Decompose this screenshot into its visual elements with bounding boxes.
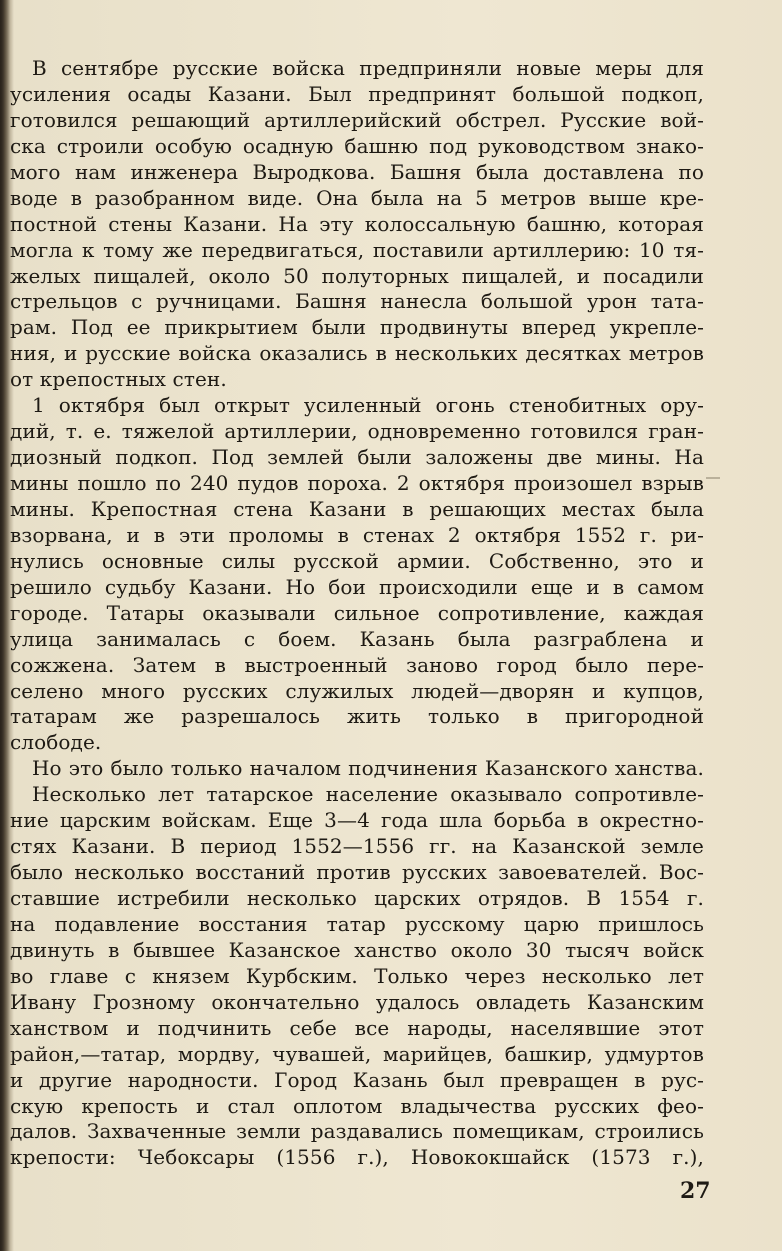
text-line: стях Казани. В период 1552—1556 гг. на Казанской земле: [10, 834, 704, 859]
text-line: Ивану Грозному окончательно удалось овладеть Казанским: [10, 989, 704, 1014]
text-line: было несколько восстаний против русских завоевателей. Вос-: [10, 860, 704, 885]
text-line: усиления осады Казани. Был предпринят большой подкоп,: [10, 81, 704, 106]
text-line: диозный подкоп. Под землей были заложены две мины. На: [10, 445, 704, 470]
text-line: ния, и русские войска оказались в нескольких десятках метров: [10, 341, 704, 366]
text-line: ние царским войскам. Еще 3—4 года шла борьба в окрестно-: [10, 808, 704, 833]
text-line: от крепостных стен.: [10, 367, 227, 392]
text-line: мого нам инженера Выродкова. Башня была доставлена по: [10, 159, 704, 184]
text-line: рам. Под ее прикрытием были продвинуты вперед укрепле-: [10, 315, 704, 340]
text-line: во главе с князем Курбским. Только через несколько лет: [10, 963, 704, 988]
text-line: на подавление восстания татар русскому царю пришлось: [10, 911, 704, 936]
text-line: далов. Захваченные земли раздавались помещикам, строились: [10, 1119, 704, 1144]
text-line: улица занималась с боем. Казань была разграблена и: [10, 626, 704, 651]
text-line: Но это было только началом подчинения Казанского ханства.: [32, 756, 704, 781]
text-line: могла к тому же передвигаться, поставили артиллерию: 10 тя-: [10, 237, 704, 262]
text-line: слободе.: [10, 730, 102, 755]
text-line: скую крепость и стал оплотом владычества русских фео-: [10, 1093, 704, 1118]
page-spine-shadow: [0, 0, 10, 1251]
text-line: крепости: Чебоксары (1556 г.), Новококшайск (1573 г.),: [10, 1145, 704, 1170]
text-line: постной стены Казани. На эту колоссальную башню, которая: [10, 211, 704, 236]
text-line: мины. Крепостная стена Казани в решающих местах была: [10, 496, 704, 521]
text-line: мины пошло по 240 пудов пороха. 2 октября произошел взрыв: [10, 471, 704, 495]
text-line: ска строили особую осадную башню под руководством знако-: [10, 133, 704, 158]
text-line: 1 октября был открыт усиленный огонь стенобитных ору-: [32, 393, 704, 418]
text-line: татарам же разрешалось жить только в пригородной: [10, 704, 704, 729]
text-line: дий, т. е. тяжелой артиллерии, одновременно готовился гран-: [10, 419, 704, 444]
text-line: сожжена. Затем в выстроенный заново город было пере-: [10, 652, 704, 677]
text-line: В сентябре русские войска предприняли новые меры для: [32, 56, 704, 80]
text-line: район,—татар, мордву, чувашей, марийцев, башкир, удмуртов: [10, 1041, 704, 1066]
text-line: ханством и подчинить себе все народы, населявшие этот: [10, 1015, 704, 1040]
text-line: нулись основные силы русской армии. Собственно, это и: [10, 548, 704, 573]
text-line: селено много русских служилых людей—дворян и купцов,: [10, 678, 704, 703]
text-line: ставшие истребили несколько царских отрядов. В 1554 г.: [10, 886, 704, 910]
text-line: решило судьбу Казани. Но бои происходили еще и в самом: [10, 574, 704, 599]
body-text: [10, 56, 704, 1171]
text-line: стрельцов с ручницами. Башня нанесла большой урон тата-: [10, 289, 704, 314]
text-line: желых пищалей, около 50 полуторных пищалей, и посадили: [10, 263, 704, 288]
text-line: воде в разобранном виде. Она была на 5 метров выше кре-: [10, 185, 704, 210]
text-line: взорвана, и в эти проломы в стенах 2 октября 1552 г. ри-: [10, 522, 704, 547]
text-line: двинуть в бывшее Казанское ханство около 30 тысяч войск: [10, 937, 704, 962]
text-line: городе. Татары оказывали сильное сопротивление, каждая: [10, 600, 704, 625]
print-mark: [706, 477, 720, 479]
text-line: готовился решающий артиллерийский обстрел. Русские вой-: [10, 107, 704, 132]
page-number: 27: [680, 1178, 711, 1204]
text-line: Несколько лет татарское население оказывало сопротивле-: [32, 782, 704, 807]
text-line: и другие народности. Город Казань был превращен в рус-: [10, 1067, 704, 1092]
